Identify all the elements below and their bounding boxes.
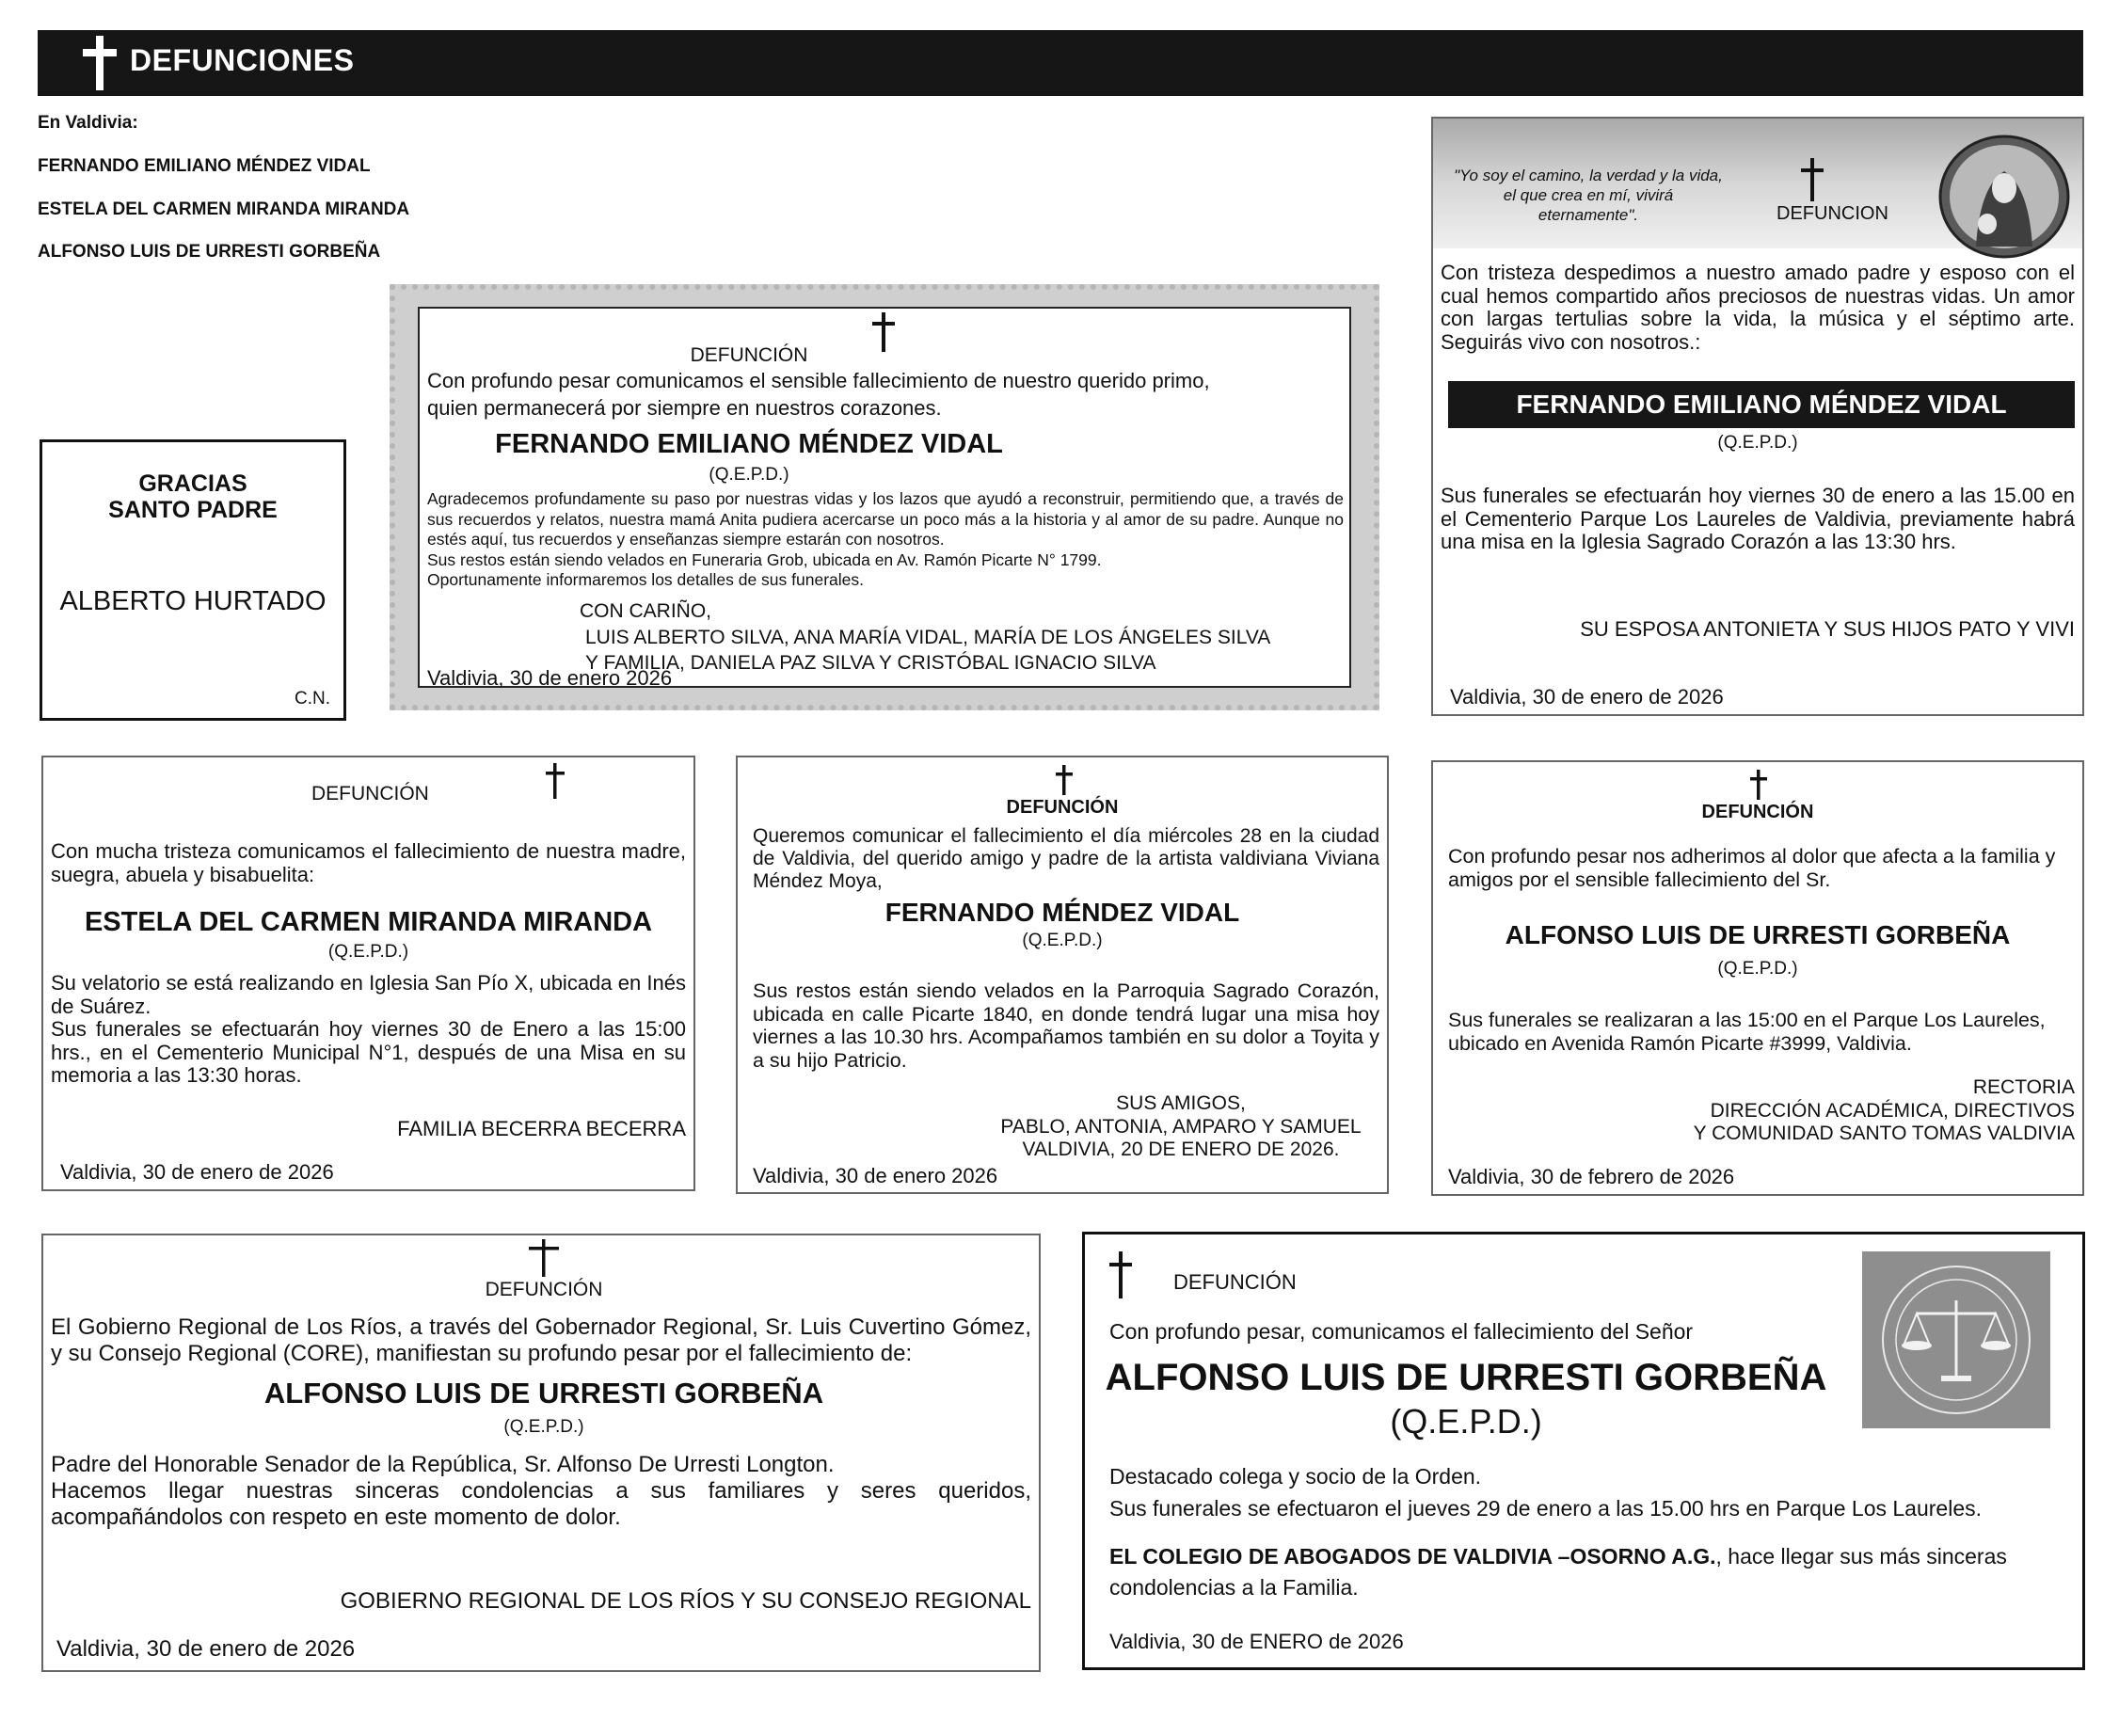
amigos-body: Sus restos están siendo velados en la Parroquia Sagrado Corazón, ubicada en calle Picarte 1840, en donde tendrá lugar una misa hoy viernes a las 10.30 hrs. Acompañamos también en su dolor a Toyita y a su hijo Patricio. — [753, 979, 1379, 1072]
estela-qepd: (Q.E.P.D.) — [327, 942, 409, 962]
estela-sign: FAMILIA BECERRA BECERRA — [397, 1117, 686, 1140]
primo-intro: Con profundo pesar comunicamos el sensible fallecimiento de nuestro querido primo, quien permanecerá por siempre en nuestros corazones. — [427, 369, 1210, 420]
estela-date: Valdivia, 30 de enero de 2026 — [60, 1160, 334, 1184]
rectoria-qepd: (Q.E.P.D.) — [1717, 959, 1798, 979]
gobierno-intro: El Gobierno Regional de Los Ríos, a través del Gobernador Regional, Sr. Luis Cuvertino Gómez, y su Consejo Regional (CORE), manifiestan su profundo pesar por el fallecimiento de: — [51, 1314, 1031, 1366]
primo-body: Agradecemos profundamente su paso por nuestras vidas y los lazos que ayudó a reconstruir, permitiendo que, a través de sus recuerdos y relatos, nuestra mamá Anita pudiera acercarse un poco más a la historia y al amor de su padre. Aunque no estés aquí, tus recuerdos y enseñanzas siempre estarán con nosotros. Sus restos están siendo velados en Funeraria Grob, ubicada en Av. Ramón Picarte N° 1799. Oportunamente informaremos los detalles de sus funerales. — [427, 489, 1344, 589]
gobierno-date: Valdivia, 30 de enero de 2026 — [56, 1636, 356, 1662]
cross-icon — [1749, 770, 1768, 800]
rectoria-intro: Con profundo pesar nos adherimos al dolor que afecta a la familia y amigos por el sensible fallecimiento del Sr. — [1448, 845, 2056, 891]
abogados-name: ALFONSO LUIS DE URRESTI GORBEÑA — [1105, 1357, 1827, 1398]
esposa-intro: Con tristeza despedimos a nuestro amado padre y esposo con el cual hemos compartido años preciosos de nuestras vidas. Un amor con largas tertulias sobre la vida, la música y el séptimo arte. Seguirás vivo con nosotros.: — [1441, 261, 2075, 354]
esposa-heading: DEFUNCION — [1776, 203, 1888, 224]
primo-heading: DEFUNCIÓN — [690, 344, 808, 366]
scales-of-justice-icon — [1862, 1251, 2050, 1428]
cross-icon — [527, 1239, 561, 1277]
gobierno-heading: DEFUNCIÓN — [485, 1279, 603, 1300]
cross-icon — [1798, 158, 1826, 201]
intro-name: FERNANDO EMILIANO MÉNDEZ VIDAL — [38, 156, 371, 176]
abogados-org: EL COLEGIO DE ABOGADOS DE VALDIVIA –OSORNO A.G. — [1109, 1544, 1716, 1569]
gobierno-qepd: (Q.E.P.D.) — [503, 1417, 584, 1437]
amigos-qepd: (Q.E.P.D.) — [1022, 931, 1103, 950]
estela-card — [41, 756, 695, 1191]
abogados-org-rest: , hace llegar sus más sinceras condolencias a la Familia. — [1109, 1544, 2007, 1600]
primo-sign-names: LUIS ALBERTO SILVA, ANA MARÍA VIDAL, MARÍA DE LOS ÁNGELES SILVA Y FAMILIA, DANIELA PAZ SILVA Y CRISTÓBAL IGNACIO SILVA — [585, 627, 1271, 674]
primo-qepd: (Q.E.P.D.) — [709, 465, 789, 485]
amigos-heading: DEFUNCIÓN — [1006, 797, 1119, 818]
abogados-heading: DEFUNCIÓN — [1173, 1270, 1297, 1294]
cross-icon — [1107, 1251, 1134, 1298]
intro-name: ESTELA DEL CARMEN MIRANDA MIRANDA — [38, 199, 410, 219]
esposa-sign: SU ESPOSA ANTONIETA Y SUS HIJOS PATO Y VIVI — [1580, 617, 2075, 641]
esposa-card — [1431, 117, 2084, 716]
cross-icon — [1055, 765, 1074, 795]
rectoria-body: Sus funerales se realizaran a las 15:00 en el Parque Los Laureles, ubicado en Avenida Ramón Picarte #3999, Valdivia. — [1448, 1009, 2046, 1055]
estela-body: Su velatorio se está realizando en Iglesia San Pío X, ubicada en Inés de Suárez. Sus funerales se efectuarán hoy viernes 30 de Enero a las 15:00 hrs., en el Cementerio Municipal N°1, después de una Misa en su memoria a las 13:30 horas. — [51, 971, 686, 1087]
gobierno-sign: GOBIERNO REGIONAL DE LOS RÍOS Y SU CONSEJO REGIONAL — [340, 1588, 1031, 1614]
rectoria-card — [1431, 760, 2084, 1196]
primo-card — [390, 284, 1379, 710]
bar-association-seal — [1862, 1251, 2050, 1428]
cross-icon — [545, 763, 566, 799]
gracias-card — [40, 439, 346, 721]
virgin-mary-icon — [1938, 134, 2070, 260]
gobierno-card — [41, 1234, 1041, 1672]
esposa-date: Valdivia, 30 de enero de 2026 — [1450, 685, 1724, 709]
gobierno-name: ALFONSO LUIS DE URRESTI GORBEÑA — [263, 1377, 824, 1410]
section-title: DEFUNCIONES — [130, 43, 355, 77]
amigos-sign: SUS AMIGOS, PABLO, ANTONIA, AMPARO Y SAMUEL VALDIVIA, 20 DE ENERO DE 2026. — [1000, 1092, 1362, 1160]
abogados-intro: Con profundo pesar, comunicamos el fallecimiento del Señor — [1109, 1319, 1694, 1344]
abogados-body: Destacado colega y socio de la Orden. Sus funerales se efectuaron el jueves 29 de enero a las 15.00 hrs en Parque Los Laureles. — [1109, 1464, 1982, 1521]
abogados-closing — [1109, 1541, 2054, 1603]
rectoria-name: ALFONSO LUIS DE URRESTI GORBEÑA — [1505, 920, 2011, 949]
primo-date: Valdivia, 30 de enero 2026 — [427, 666, 673, 690]
estela-heading: DEFUNCIÓN — [311, 783, 429, 804]
intro-heading: En Valdivia: — [38, 113, 138, 133]
estela-intro: Con mucha tristeza comunicamos el fallecimiento de nuestra madre, suegra, abuela y bisabuelita: — [51, 839, 686, 886]
rectoria-heading: DEFUNCIÓN — [1701, 802, 1814, 822]
rectoria-sign: RECTORIA DIRECCIÓN ACADÉMICA, DIRECTIVOS Y COMUNIDAD SANTO TOMAS VALDIVIA — [1693, 1076, 2075, 1144]
esposa-body: Sus funerales se efectuarán hoy viernes 30 de enero a las 15.00 en el Cementerio Parque Los Laureles de Valdivia, previamente habrá una misa en la Iglesia Sagrado Corazón a las 13:30 hrs. — [1441, 484, 2075, 553]
primo-sign-intro: CON CARIÑO, — [580, 600, 712, 622]
abogados-qepd: (Q.E.P.D.) — [1390, 1402, 1542, 1441]
estela-name: ESTELA DEL CARMEN MIRANDA MIRANDA — [84, 907, 653, 937]
gracias-title: GRACIAS SANTO PADRE — [108, 470, 278, 523]
amigos-intro: Queremos comunicar el fallecimiento el día miércoles 28 en la ciudad de Valdivia, del querido amigo y padre de la artista valdiviana Viviana Méndez Moya, — [753, 825, 1379, 892]
gracias-name: ALBERTO HURTADO — [59, 586, 327, 616]
cross-icon — [81, 34, 119, 92]
gracias-initials: C.N. — [295, 689, 330, 709]
section-header — [38, 30, 2083, 96]
esposa-name: FERNANDO EMILIANO MÉNDEZ VIDAL — [1448, 381, 2075, 428]
rectoria-date: Valdivia, 30 de febrero de 2026 — [1448, 1165, 1735, 1188]
gobierno-body: Padre del Honorable Senador de la República, Sr. Alfonso De Urresti Longton. Hacemos llegar nuestras sinceras condolencias a sus familiares y seres queridos, acompañándolos con respeto en este momento de dolor. — [51, 1452, 1031, 1530]
amigos-name: FERNANDO MÉNDEZ VIDAL — [884, 898, 1240, 927]
amigos-date: Valdivia, 30 de enero 2026 — [753, 1164, 998, 1187]
esposa-quote: "Yo soy el camino, la verdad y la vida, el que crea en mí, vivirá eternamente". — [1454, 167, 1723, 224]
intro-name: ALFONSO LUIS DE URRESTI GORBEÑA — [38, 242, 381, 262]
amigos-card — [736, 756, 1389, 1194]
abogados-date: Valdivia, 30 de ENERO de 2026 — [1109, 1630, 1404, 1653]
abogados-card — [1082, 1232, 2085, 1670]
esposa-qepd: (Q.E.P.D.) — [1717, 433, 1798, 453]
primo-name: FERNANDO EMILIANO MÉNDEZ VIDAL — [495, 429, 1003, 459]
